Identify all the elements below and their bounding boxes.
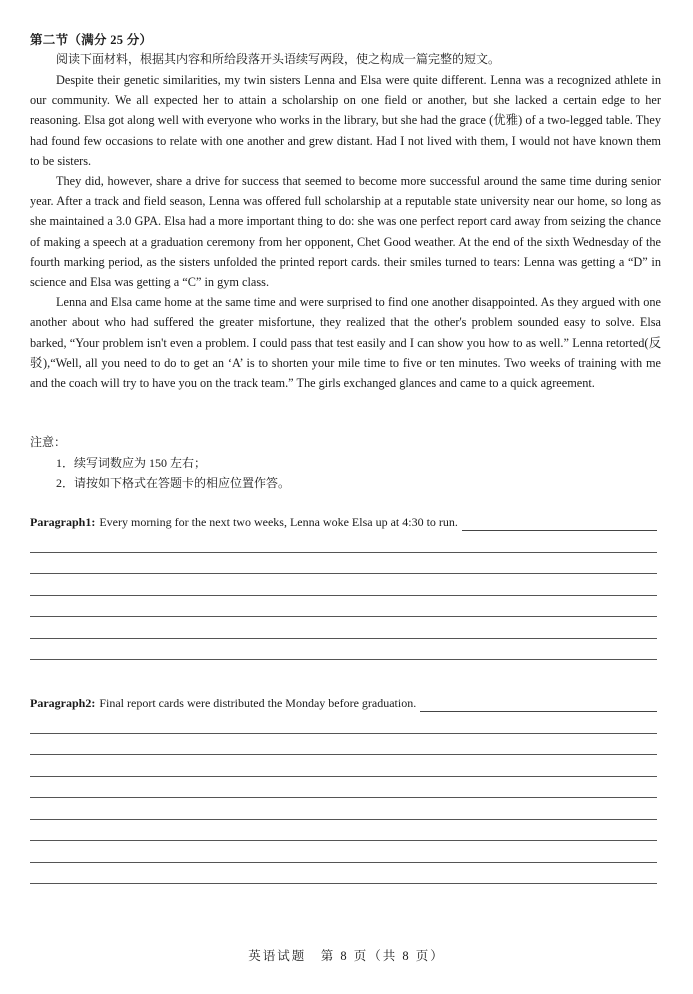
answer-line[interactable] — [30, 574, 657, 596]
paragraph2-block — [30, 694, 657, 884]
notes-heading: 注意： — [30, 435, 67, 449]
passage-paragraph: They did, however, share a drive for success that seemed to become more successful around the same time during senior year. After a track and field season, Lenna was offered full scholarship at a reputable state university near our home, so long as she maintained a 3.0 GPA. Elsa had a more important thing to do: she was one perfect report card away from seizing the chance of making a speech at a graduation ceremony from her opponent, Chet Good weather. At the end of the sixth Wednesday of the fourth marking period, as the sisters unfolded the printed report cards. their smiles turned to tears: Lenna was getting a “D” in science and Elsa was getting a “C” in gym class. — [30, 174, 661, 290]
answer-line[interactable] — [30, 798, 657, 820]
paragraph1-block — [30, 513, 657, 660]
answer-line[interactable] — [30, 531, 657, 553]
answer-line[interactable] — [30, 617, 657, 639]
paragraph1-label: Paragraph1: — [30, 515, 96, 529]
paragraph2-opening: Final report cards were distributed the Monday before graduation. — [99, 696, 417, 710]
paragraph1-opening: Every morning for the next two weeks, Lenna woke Elsa up at 4:30 to run. — [99, 515, 458, 529]
answer-line[interactable] — [30, 820, 657, 842]
paragraph2-prompt — [30, 694, 657, 712]
answer-line[interactable] — [420, 698, 657, 712]
passage-paragraph: Despite their genetic similarities, my twin sisters Lenna and Elsa were quite different. Lenna was a recognized athlete in our community. We all expected her to attain a scholarship on one field or another, but she lacked a certain edge to her reasoning. Elsa got along well with everyone who works in the library, but she had the grace (优雅) of a two-legged table. They had found few occasions to relate with one another and grew distant. Had I not lived with them, I would not have known them to be sisters. — [30, 73, 661, 168]
paragraph2-label: Paragraph2: — [30, 696, 96, 710]
note-item: 2．请按如下格式在答题卡的相应位置作答。 — [56, 476, 291, 490]
page-footer: 英语试题 第 8 页（共 8 页） — [248, 949, 445, 963]
answer-line[interactable] — [30, 841, 657, 863]
answer-line[interactable] — [30, 712, 657, 734]
instruction-text: 阅读下面材料，根据其内容和所给段落开头语续写两段，使之构成一篇完整的短文。 — [56, 52, 501, 66]
answer-line[interactable] — [30, 553, 657, 575]
section-title: 第二节（满分 25 分） — [30, 33, 153, 47]
notes-section — [30, 432, 290, 494]
answer-line[interactable] — [30, 755, 657, 777]
paragraph1-prompt — [30, 513, 657, 531]
answer-line[interactable] — [462, 517, 657, 531]
note-item: 1．续写词数应为 150 左右； — [56, 455, 207, 470]
answer-line[interactable] — [30, 596, 657, 618]
answer-line[interactable] — [30, 863, 657, 885]
passage-paragraph: Lenna and Elsa came home at the same time and were surprised to find one another disappointed. As they argued with one another about who had suffered the greater misfortune, they realized that the other's problem sounded easy to solve. Elsa barked, “Your problem isn't even a problem. I could pass that test easily and I can show you how to as well.” Lenna retorted(反驳),“Well, all you need to do to get an ‘A’ is to shorten your mile time to five or ten minutes. Two weeks of training with me and the coach will try to have you on the track team.” The girls exchanged glances and came to a quick agreement. — [30, 295, 661, 391]
reading-passage — [30, 70, 661, 393]
answer-line[interactable] — [30, 639, 657, 661]
answer-line[interactable] — [30, 777, 657, 799]
answer-line[interactable] — [30, 734, 657, 756]
